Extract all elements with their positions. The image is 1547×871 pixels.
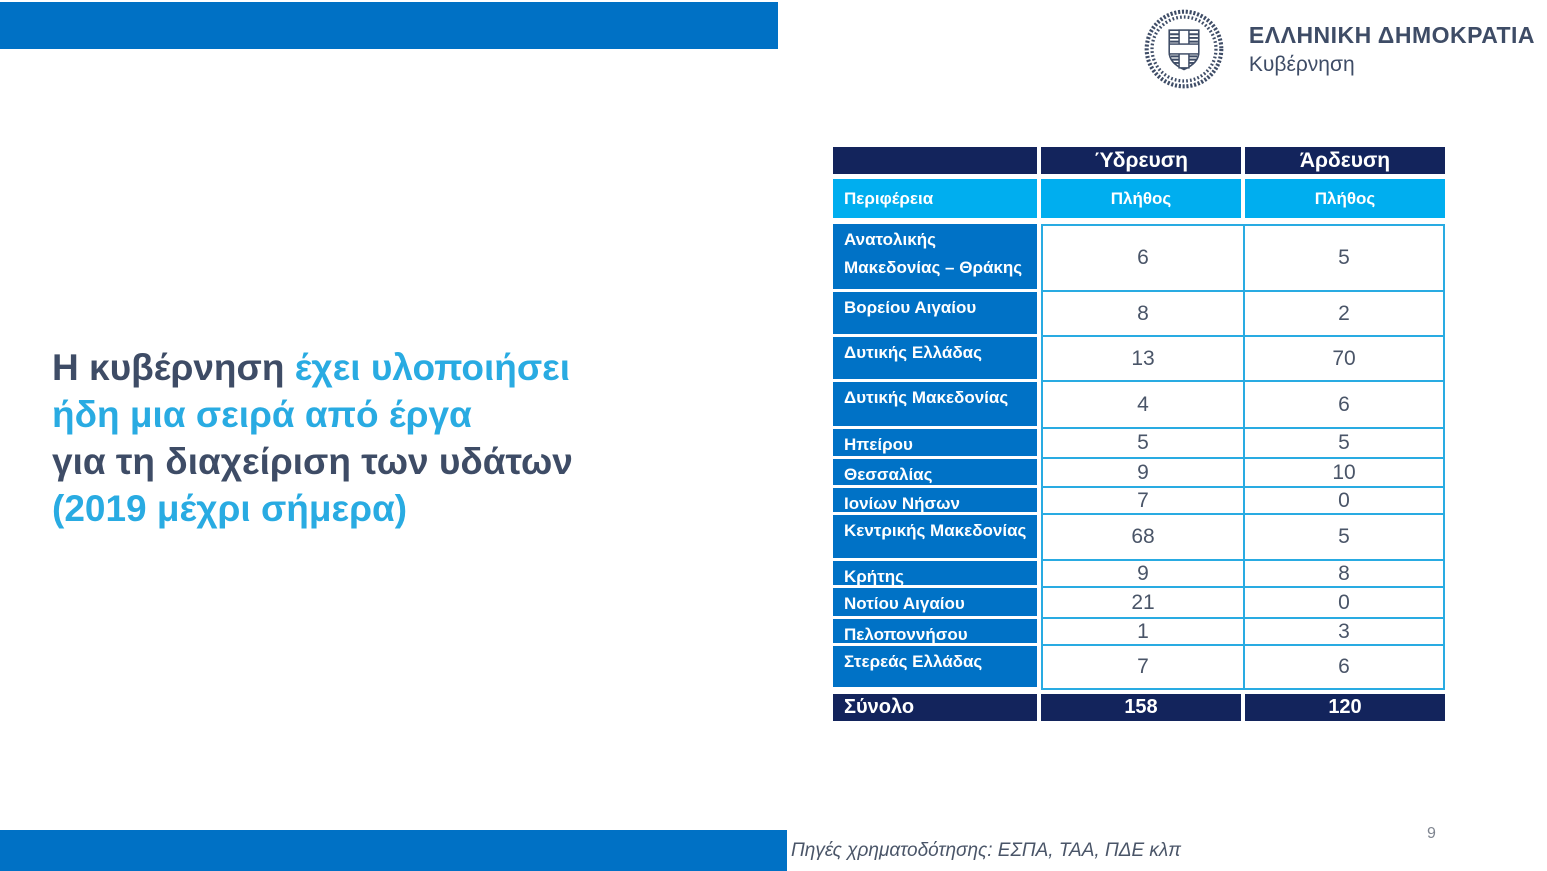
ardeusi-value-cell: 0	[1245, 488, 1445, 515]
subheader-plithos-ydreusi: Πλήθος	[1041, 179, 1241, 218]
region-cell: Πελοποννήσου	[833, 619, 1037, 643]
region-cell: Κρήτης	[833, 561, 1037, 585]
subheader-plithos-ardeusi: Πλήθος	[1245, 179, 1445, 218]
government-logo	[1143, 8, 1535, 90]
slide-title-line	[52, 485, 573, 532]
table-row	[833, 515, 1445, 561]
table-row	[833, 561, 1445, 588]
table-corner-cell	[833, 147, 1037, 174]
table-row	[833, 646, 1445, 690]
table-total-row	[833, 694, 1445, 721]
slide-title-line	[52, 344, 573, 391]
ydreusi-value-cell: 7	[1041, 646, 1245, 690]
region-cell: Δυτικής Μακεδονίας	[833, 382, 1037, 426]
ardeusi-value-cell: 6	[1245, 646, 1445, 690]
ardeusi-value-cell: 3	[1245, 619, 1445, 646]
slide-title	[52, 344, 573, 532]
data-table	[833, 147, 1445, 721]
region-cell: Δυτικής Ελλάδας	[833, 337, 1037, 379]
ydreusi-value-cell: 13	[1041, 337, 1245, 382]
table-row	[833, 488, 1445, 515]
ardeusi-value-cell: 0	[1245, 588, 1445, 619]
logo-text	[1249, 22, 1535, 77]
slide-title-line	[52, 391, 573, 438]
ardeusi-value-cell: 10	[1245, 459, 1445, 488]
ardeusi-value-cell: 8	[1245, 561, 1445, 588]
ydreusi-value-cell: 6	[1041, 224, 1245, 292]
table-body	[833, 224, 1445, 690]
table-row	[833, 224, 1445, 292]
ardeusi-value-cell: 2	[1245, 292, 1445, 337]
ydreusi-value-cell: 9	[1041, 561, 1245, 588]
table-row	[833, 459, 1445, 488]
ydreusi-value-cell: 21	[1041, 588, 1245, 619]
slide-title-line	[52, 438, 573, 485]
logo-title: ΕΛΛΗΝΙΚΗ ΔΗΜΟΚΡΑΤΙΑ	[1248, 21, 1535, 48]
top-accent-bar	[0, 2, 778, 49]
table-row	[833, 382, 1445, 429]
ydreusi-value-cell: 7	[1041, 488, 1245, 515]
bottom-accent-bar	[0, 830, 787, 871]
logo-subtitle: Κυβέρνηση	[1248, 52, 1355, 76]
ardeusi-value-cell: 70	[1245, 337, 1445, 382]
ardeusi-value-cell: 5	[1245, 224, 1445, 292]
region-cell: Ηπείρου	[833, 429, 1037, 456]
region-cell: Ιονίων Νήσων	[833, 488, 1037, 512]
slide-title-segment: (2019 μέχρι σήμερα)	[52, 488, 408, 529]
region-cell: Στερεάς Ελλάδας	[833, 646, 1037, 687]
region-cell: Βορείου Αιγαίου	[833, 292, 1037, 334]
ydreusi-value-cell: 5	[1041, 429, 1245, 459]
slide-title-segment: για τη διαχείριση των υδάτων	[52, 441, 573, 482]
table-subheader-row	[833, 179, 1445, 218]
ydreusi-value-cell: 9	[1041, 459, 1245, 488]
column-header-ydreusi: Ύδρευση	[1041, 147, 1241, 174]
region-cell: Νοτίου Αιγαίου	[833, 588, 1037, 616]
column-header-ardeusi: Άρδευση	[1245, 147, 1445, 174]
slide-title-segment: Η κυβέρνηση	[52, 347, 295, 388]
ardeusi-value-cell: 6	[1245, 382, 1445, 429]
region-cell: Θεσσαλίας	[833, 459, 1037, 485]
ardeusi-value-cell: 5	[1245, 515, 1445, 561]
ydreusi-value-cell: 68	[1041, 515, 1245, 561]
total-ydreusi-value: 158	[1041, 694, 1241, 721]
total-ardeusi-value: 120	[1245, 694, 1445, 721]
page-number: 9	[1427, 825, 1436, 842]
total-label: Σύνολο	[833, 694, 1037, 721]
ardeusi-value-cell: 5	[1245, 429, 1445, 459]
table-row	[833, 619, 1445, 646]
region-cell: Ανατολικής Μακεδονίας – Θράκης	[833, 224, 1037, 289]
ydreusi-value-cell: 4	[1041, 382, 1245, 429]
table-row	[833, 337, 1445, 382]
funding-sources-text: Πηγές χρηματοδότησης: ΕΣΠΑ, ΤΑΑ, ΠΔΕ κλπ	[791, 840, 1182, 861]
greek-emblem-icon	[1143, 8, 1225, 90]
slide-title-segment: έχει υλοποιήσει	[294, 347, 570, 388]
table-header-row	[833, 147, 1445, 174]
table-row	[833, 429, 1445, 459]
table-row	[833, 292, 1445, 337]
ydreusi-value-cell: 8	[1041, 292, 1245, 337]
table-row	[833, 588, 1445, 619]
slide-title-segment: ήδη μια σειρά από έργα	[52, 394, 472, 435]
subheader-region: Περιφέρεια	[833, 179, 1037, 218]
ydreusi-value-cell: 1	[1041, 619, 1245, 646]
region-cell: Κεντρικής Μακεδονίας	[833, 515, 1037, 558]
